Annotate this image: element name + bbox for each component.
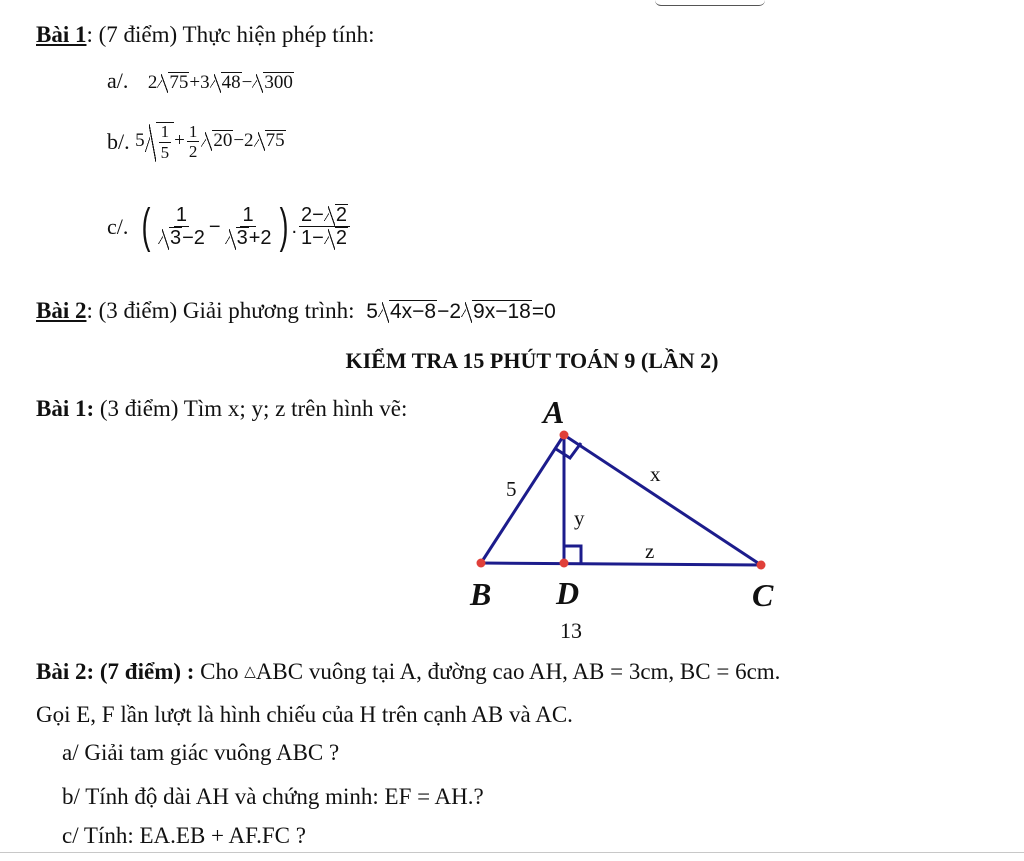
exercise-3-heading bbox=[36, 397, 407, 420]
problem-a-expression bbox=[148, 72, 294, 93]
exercise-1-heading bbox=[36, 23, 374, 46]
point-a bbox=[560, 431, 569, 440]
segment-bc bbox=[481, 563, 761, 565]
point-c bbox=[757, 561, 766, 570]
exercise-2-intro: : (3 điểm) Giải phương trình: bbox=[86, 298, 355, 323]
label-ab: 5 bbox=[506, 477, 517, 501]
label-bc: 13 bbox=[560, 618, 582, 643]
exercise-4-label: Bài 2: bbox=[36, 659, 95, 684]
sqrt: 75 bbox=[254, 130, 286, 151]
vertex-label-d: D bbox=[556, 575, 580, 611]
operator: − bbox=[241, 72, 253, 93]
problem-a bbox=[107, 70, 294, 93]
coef: 2 bbox=[147, 72, 158, 93]
sqrt: 20 bbox=[201, 130, 233, 151]
problem-b-label: b/. bbox=[107, 129, 130, 155]
test-title: KIỂM TRA 15 PHÚT TOÁN 9 (LẦN 2) bbox=[345, 348, 719, 373]
problem-b-expression: 5 $\frac{1}{5}$ + $\frac{1}{2}$ 20−2 75 bbox=[135, 121, 285, 162]
triangle-symbol: △ bbox=[244, 664, 256, 680]
top-edge-artifact bbox=[655, 0, 765, 6]
question-b: b/ Tính độ dài AH và chứng minh: EF = AH.? bbox=[62, 784, 484, 809]
exercise-1-intro: : (7 điểm) Thực hiện phép tính: bbox=[86, 22, 375, 47]
exercise-3-label: Bài 1: bbox=[36, 396, 95, 421]
label-ac: x bbox=[650, 462, 661, 486]
sqrt: 48 bbox=[210, 72, 242, 93]
problem-c: c/. ( $\frac{1}{3-2}$ − $\frac{1}{3+2}$ ) . $\frac{2- 2}{1- 2}$ bbox=[107, 203, 352, 251]
exercise-2-label: Bài 2 bbox=[36, 298, 87, 323]
operator: +3 bbox=[189, 72, 210, 93]
right-angle-mark-d bbox=[564, 546, 581, 563]
sqrt: 75 bbox=[157, 72, 189, 93]
equation: 5 4x−8−2 9x−18=0 bbox=[366, 300, 556, 323]
sqrt: $\frac{1}{5}$ bbox=[145, 122, 175, 162]
segment-ac bbox=[564, 435, 761, 565]
point-d bbox=[560, 559, 569, 568]
sqrt: 300 bbox=[252, 72, 294, 93]
exercise-4-line-1: Bài 2: (7 điểm) : Cho △ABC vuông tại A, đường cao AH, AB = 3cm, BC = 6cm. bbox=[36, 659, 781, 684]
exercise-4-score: (7 điểm) : bbox=[99, 659, 195, 684]
fraction: $\frac{1}{3-2}$ bbox=[156, 204, 207, 250]
exercise-2-heading bbox=[36, 299, 556, 323]
fraction: $\frac{1}{2}$ bbox=[188, 121, 198, 162]
label-ad: y bbox=[574, 506, 585, 530]
problem-c-label: c/. bbox=[107, 214, 129, 239]
right-angle-mark-a bbox=[556, 443, 581, 458]
exercise-1-label: Bài 1 bbox=[36, 22, 87, 47]
problem-a-label: a/. bbox=[107, 68, 129, 93]
fraction: $\frac{1}{3+2}$ bbox=[223, 204, 274, 250]
point-b bbox=[477, 559, 486, 568]
segment-ab bbox=[481, 435, 564, 563]
page-bottom-rule bbox=[0, 852, 1024, 853]
fraction: $\frac{2- 2}{1- 2}$ bbox=[299, 204, 350, 250]
exercise-3-text: (3 điểm) Tìm x; y; z trên hình vẽ: bbox=[99, 396, 408, 421]
vertex-label-b: B bbox=[470, 576, 492, 612]
exercise-4-line-2: Gọi E, F lần lượt là hình chiếu của H trên cạnh AB và AC. bbox=[36, 702, 573, 727]
problem-b bbox=[107, 122, 286, 162]
vertex-label-a: A bbox=[543, 394, 565, 430]
label-dc: z bbox=[645, 539, 655, 563]
question-a: a/ Giải tam giác vuông ABC ? bbox=[62, 740, 340, 765]
vertex-label-c: C bbox=[752, 577, 774, 613]
question-c: c/ Tính: EA.EB + AF.FC ? bbox=[62, 823, 306, 848]
